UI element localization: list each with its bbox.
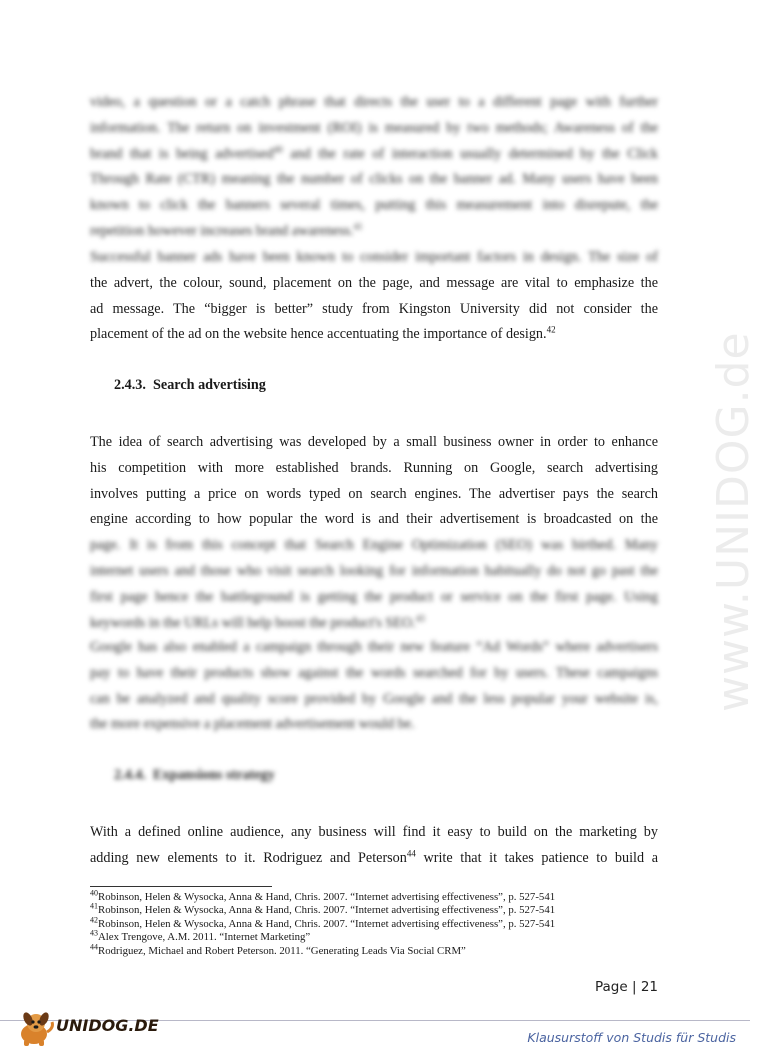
text-line: Successful banner ads have been known to consider important factors in design. The size of bbox=[90, 249, 658, 265]
footnote: $^{44}$Rodriguez, Michael and Robert Peterson. 2011. “Generating Leads Via Social CRM” bbox=[90, 942, 466, 957]
section-number: 2.4.3. bbox=[114, 377, 146, 393]
footnote: $^{41}$Robinson, Helen & Wysocka, Anna & Hand, Chris. 2007. “Internet advertising effectiveness”, p. 527-541 bbox=[90, 901, 556, 917]
section-heading bbox=[114, 377, 266, 394]
text-line: The idea of search advertising was developed by a small business owner in order to enhance bbox=[90, 434, 658, 450]
dog-icon bbox=[14, 1010, 56, 1048]
footnote: $^{42}$Robinson, Helen & Wysocka, Anna & Hand, Chris. 2007. “Internet advertising effectiveness”, p. 527-541 bbox=[90, 915, 556, 930]
section-heading bbox=[114, 767, 275, 784]
text-line: the advert, the colour, sound, placement on the page, and message are vital to emphasize the bbox=[90, 274, 658, 291]
unidog-logo[interactable] bbox=[14, 1010, 159, 1050]
section-title: Search advertising bbox=[153, 377, 266, 393]
logo-text: UNIDOG.DE bbox=[56, 1016, 159, 1035]
text-line: can be analyzed and quality score provided by Google and the less popular your website is, bbox=[90, 690, 658, 707]
text-line: repetition however increases brand awareness.$^{41}$ bbox=[90, 221, 363, 239]
text-line: information. The return on investment (ROI) is measured by two methods; Awareness of the bbox=[90, 119, 658, 136]
text-line: engine according to how popular the word is and their advertisement is broadcasted on the bbox=[90, 511, 658, 528]
text-line: first page hence the battleground is getting the product or service on the first page. Using bbox=[90, 588, 658, 605]
watermark-text: www.UNIDOG.de bbox=[708, 331, 759, 712]
section-title: Expansions strategy bbox=[153, 767, 275, 783]
section-number: 2.4.4. bbox=[114, 767, 146, 783]
search-paragraph bbox=[90, 430, 658, 636]
footnote-ref: 44 bbox=[406, 848, 416, 859]
text-line: Through Rate (CTR) meaning the number of clicks on the banner ad. Many users have been bbox=[90, 171, 658, 188]
text-line: With a defined online audience, any business will find it easy to build on the marketing by bbox=[90, 824, 658, 840]
footnote-ref: 43 bbox=[415, 612, 425, 623]
footnote-divider bbox=[90, 886, 272, 887]
adwords-paragraph bbox=[90, 635, 658, 738]
banner-paragraph bbox=[90, 245, 658, 348]
footnote-ref: 40 bbox=[273, 143, 283, 154]
footnote-ref: 42 bbox=[546, 324, 556, 335]
text-line: the more expensive a placement advertisement would be. bbox=[90, 716, 415, 733]
text-line: pay to have their products show against the words searched for by users. These campaigns bbox=[90, 664, 658, 681]
text-line: brand that is being advertised$^{40}$ and the rate of interaction usually determined by the Click bbox=[90, 143, 658, 162]
intro-paragraph bbox=[90, 90, 658, 245]
text-line: adding new elements to it. Rodriguez and Peterson$^{44}$ write that it takes patience to build a bbox=[90, 848, 658, 866]
text-line: involves putting a price on words typed on search engines. The advertiser pays the search bbox=[90, 485, 658, 502]
page-number: Page | 21 bbox=[595, 979, 658, 995]
footnotes bbox=[90, 888, 690, 958]
text-line: page. It is from this concept that Search Engine Optimization (SEO) was birthed. Many bbox=[90, 537, 658, 554]
expansion-paragraph bbox=[90, 820, 658, 872]
text-line: placement of the ad on the website hence accentuating the importance of design.$^{42}$ bbox=[90, 324, 556, 343]
text-line: ad message. The “bigger is better” study from Kingston University did not consider the bbox=[90, 300, 658, 317]
text-line: known to click the banners several times, putting this measurement into disrepute, the bbox=[90, 197, 658, 214]
footnote: $^{40}$Robinson, Helen & Wysocka, Anna & Hand, Chris. 2007. “Internet advertising effectiveness”, p. 527-541 bbox=[90, 888, 556, 903]
text-line: keywords in the URLs will help boost the product's SEO.$^{43}$ bbox=[90, 612, 425, 631]
text-line: video, a question or a catch phrase that directs the user to a different page with further bbox=[90, 94, 658, 110]
footer-tagline: Klausurstoff von Studis für Studis bbox=[527, 1030, 736, 1045]
text-line: Google has also enabled a campaign through their new feature “Ad Words” where advertisers bbox=[90, 639, 658, 655]
text-line: internet users and those who visit search looking for information habitually do not go past the bbox=[90, 562, 658, 579]
footnote-ref: 41 bbox=[353, 221, 363, 232]
text-line: his competition with more established brands. Running on Google, search advertising bbox=[90, 459, 658, 476]
footnote: $^{43}$Alex Trengove, A.M. 2011. “Internet Marketing” bbox=[90, 928, 311, 944]
